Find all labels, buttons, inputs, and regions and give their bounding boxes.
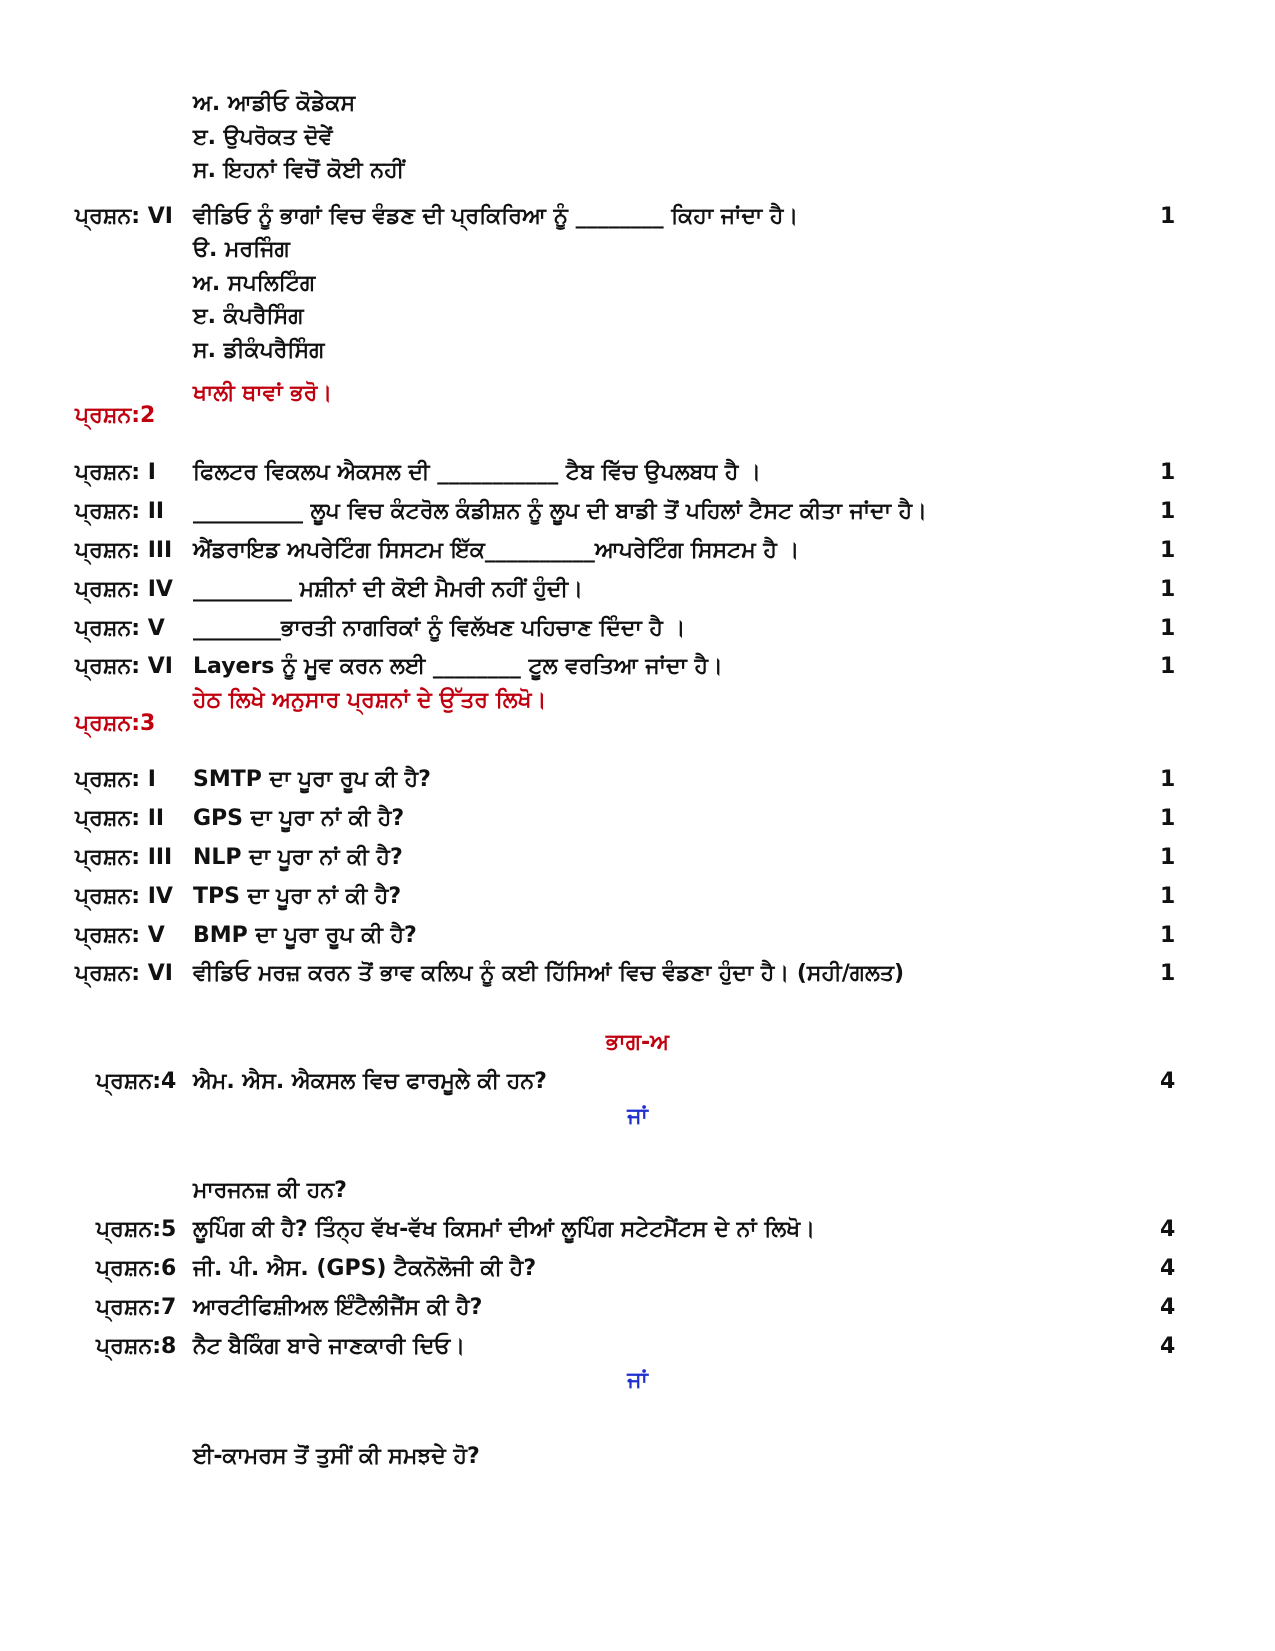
question-label: ਪ੍ਰਸ਼ਨ: II [75, 806, 165, 831]
question-text: ਐਂਡਰਾਇਡ ਅਪਰੇਟਿੰਗ ਸਿਸਟਮ ਇੱਕ__________ਆਪਰੇਟਿੰਗ ਸਿਸਟਮ ਹੈ । [193, 538, 800, 563]
question-text: ਲੂਪਿੰਗ ਕੀ ਹੈ? ਤਿੰਨ੍ਹ ਵੱਖ-ਵੱਖ ਕਿਸਮਾਂ ਦੀਆਂ ਲੂਪਿੰਗ ਸਟੇਟਮੈਂਟਸ ਦੇ ਨਾਂ ਲਿਖੋ। [193, 1217, 816, 1242]
option-b: ਅ. ਸਪਲਿਟਿੰਗ [193, 271, 316, 296]
option-c: ੲ. ਕੰਪਰੈਸਿੰਗ [193, 304, 304, 329]
question-marks: 4 [1160, 1069, 1176, 1094]
section-2-heading: ਖਾਲੀ ਥਾਵਾਂ ਭਰੋ। [193, 381, 333, 406]
option-c: ੲ. ਉਪਰੋਕਤ ਦੋਵੇਂ [193, 125, 333, 150]
question-label: ਪ੍ਰਸ਼ਨ: I [75, 767, 156, 792]
question-text: BMP ਦਾ ਪੂਰਾ ਰੂਪ ਕੀ ਹੈ? [193, 923, 417, 948]
question-label: ਪ੍ਰਸ਼ਨ:5 [96, 1217, 177, 1242]
question-label: ਪ੍ਰਸ਼ਨ: II [75, 499, 165, 524]
section-3-label: ਪ੍ਰਸ਼ਨ:3 [75, 711, 156, 736]
option-d: ਸ. ਡੀਕੰਪਰੈਸਿੰਗ [193, 338, 325, 363]
question-text: _________ ਮਸ਼ੀਨਾਂ ਦੀ ਕੋਈ ਮੈਮਰੀ ਨਹੀਂ ਹੁੰਦੀ। [193, 577, 583, 602]
question-marks: 4 [1160, 1256, 1176, 1281]
question-marks: 1 [1160, 845, 1176, 870]
option-a: ੳ. ਮਰਜਿੰਗ [193, 237, 290, 262]
question-text: ਫਿਲਟਰ ਵਿਕਲਪ ਐਕਸਲ ਦੀ ___________ ਟੈਬ ਵਿੱਚ ਉਪਲਬਧ ਹੈ । [193, 460, 761, 485]
question-label: ਪ੍ਰਸ਼ਨ:6 [96, 1256, 177, 1281]
question-marks: 1 [1160, 577, 1176, 602]
question-label: ਪ੍ਰਸ਼ਨ: V [75, 923, 165, 948]
question-text: ਵੀਡਿਓ ਨੂੰ ਭਾਗਾਂ ਵਿਚ ਵੰਡਣ ਦੀ ਪ੍ਰਕਿਰਿਆ ਨੂੰ ________ ਕਿਹਾ ਜਾਂਦਾ ਹੈ। [193, 204, 799, 229]
question-label: ਪ੍ਰਸ਼ਨ: I [75, 460, 156, 485]
question-text: NLP ਦਾ ਪੂਰਾ ਨਾਂ ਕੀ ਹੈ? [193, 845, 403, 870]
question-label: ਪ੍ਰਸ਼ਨ:7 [96, 1295, 177, 1320]
question-marks: 1 [1160, 204, 1176, 229]
question-label: ਪ੍ਰਸ਼ਨ:8 [96, 1334, 177, 1359]
question-text: ਨੈਟ ਬੈਕਿੰਗ ਬਾਰੇ ਜਾਣਕਾਰੀ ਦਿਓ। [193, 1334, 466, 1359]
question-marks: 1 [1160, 460, 1176, 485]
question-marks: 1 [1160, 806, 1176, 831]
question-text: __________ ਲੂਪ ਵਿਚ ਕੰਟਰੋਲ ਕੰਡੀਸ਼ਨ ਨੂੰ ਲੂਪ ਦੀ ਬਾਡੀ ਤੋਂ ਪਹਿਲਾਂ ਟੈਸਟ ਕੀਤਾ ਜਾਂਦਾ ਹੈ। [193, 499, 928, 524]
question-label: ਪ੍ਰਸ਼ਨ: III [75, 845, 173, 870]
or-separator: ਜਾਂ [627, 1368, 648, 1393]
question-marks: 4 [1160, 1295, 1176, 1320]
question-text: ਐਮ. ਐਸ. ਐਕਸਲ ਵਿਚ ਫਾਰਮੂਲੇ ਕੀ ਹਨ? [193, 1069, 547, 1094]
question-label: ਪ੍ਰਸ਼ਨ: IV [75, 577, 173, 602]
question-label: ਪ੍ਰਸ਼ਨ: VI [75, 204, 173, 229]
question-text: ਵੀਡਿਓ ਮਰਜ਼ ਕਰਨ ਤੋਂ ਭਾਵ ਕਲਿਪ ਨੂੰ ਕਈ ਹਿੱਸਿਆਂ ਵਿਚ ਵੰਡਣਾ ਹੁੰਦਾ ਹੈ। (ਸਹੀ/ਗਲਤ) [193, 961, 905, 986]
question-marks: 1 [1160, 499, 1176, 524]
question-text: Layers ਨੂੰ ਮੂਵ ਕਰਨ ਲਈ ________ ਟੂਲ ਵਰਤਿਆ ਜਾਂਦਾ ਹੈ। [193, 654, 723, 679]
question-marks: 4 [1160, 1334, 1176, 1359]
question-text: ਆਰਟੀਫਿਸ਼ੀਅਲ ਇੰਟੈਲੀਜੈਂਸ ਕੀ ਹੈ? [193, 1295, 483, 1320]
question-marks: 1 [1160, 884, 1176, 909]
question-marks: 1 [1160, 961, 1176, 986]
question-marks: 4 [1160, 1217, 1176, 1242]
question-text: GPS ਦਾ ਪੂਰਾ ਨਾਂ ਕੀ ਹੈ? [193, 806, 405, 831]
question-text: SMTP ਦਾ ਪੂਰਾ ਰੂਪ ਕੀ ਹੈ? [193, 767, 431, 792]
question-marks: 1 [1160, 654, 1176, 679]
question-label: ਪ੍ਰਸ਼ਨ: VI [75, 961, 173, 986]
question-label: ਪ੍ਰਸ਼ਨ: V [75, 616, 165, 641]
alternative-question: ਈ-ਕਾਮਰਸ ਤੋਂ ਤੁਸੀਂ ਕੀ ਸਮਝਦੇ ਹੋ? [193, 1444, 480, 1469]
alternative-question: ਮਾਰਜਨਜ਼ ਕੀ ਹਨ? [193, 1178, 347, 1203]
question-text: ________ਭਾਰਤੀ ਨਾਗਰਿਕਾਂ ਨੂੰ ਵਿਲੱਖਣ ਪਹਿਚਾਣ ਦਿੰਦਾ ਹੈ । [193, 616, 686, 641]
section-2-label: ਪ੍ਰਸ਼ਨ:2 [75, 403, 156, 428]
question-label: ਪ੍ਰਸ਼ਨ: IV [75, 884, 173, 909]
question-text: TPS ਦਾ ਪੂਰਾ ਨਾਂ ਕੀ ਹੈ? [193, 884, 402, 909]
question-label: ਪ੍ਰਸ਼ਨ:4 [96, 1069, 177, 1094]
question-label: ਪ੍ਰਸ਼ਨ: VI [75, 654, 173, 679]
question-marks: 1 [1160, 538, 1176, 563]
question-marks: 1 [1160, 923, 1176, 948]
section-3-heading: ਹੇਠ ਲਿਖੇ ਅਨੁਸਾਰ ਪ੍ਰਸ਼ਨਾਂ ਦੇ ਉੱਤਰ ਲਿਖੋ। [193, 688, 547, 713]
option-d: ਸ. ਇਹਨਾਂ ਵਿਚੋਂ ਕੋਈ ਨਹੀਂ [193, 158, 405, 183]
question-label: ਪ੍ਰਸ਼ਨ: III [75, 538, 173, 563]
or-separator: ਜਾਂ [627, 1104, 648, 1129]
option-b: ਅ. ਆਡੀਓ ਕੋਡੇਕਸ [193, 91, 356, 116]
question-marks: 1 [1160, 767, 1176, 792]
part-heading: ਭਾਗ-ਅ [605, 1030, 670, 1055]
question-marks: 1 [1160, 616, 1176, 641]
question-text: ਜੀ. ਪੀ. ਐਸ. (GPS) ਟੈਕਨੋਲੋਜੀ ਕੀ ਹੈ? [193, 1256, 537, 1281]
